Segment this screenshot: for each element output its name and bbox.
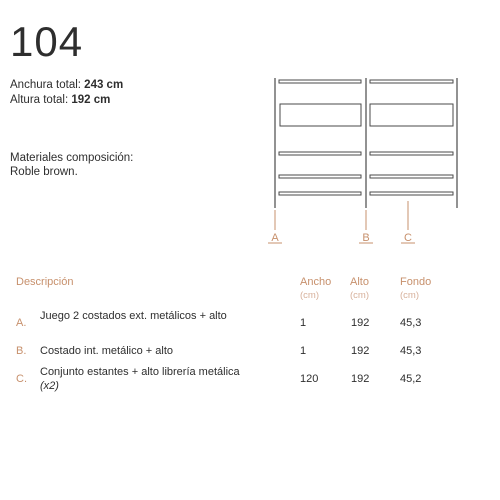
shelf-right-top xyxy=(370,80,453,83)
shelving-diagram xyxy=(265,72,465,252)
cabinet-left xyxy=(280,104,361,126)
marker-b: B xyxy=(362,232,370,244)
row-letter: C. xyxy=(16,373,27,385)
row-description: Costado int. metálico + alto xyxy=(40,345,173,357)
marker-c: C xyxy=(404,232,412,244)
materials-block xyxy=(10,151,133,179)
row-ancho: 1 xyxy=(300,345,307,357)
shelf-left-top xyxy=(279,80,361,83)
row-ancho: 120 xyxy=(300,373,319,385)
shelf-left-3 xyxy=(279,152,361,155)
header-fondo-label: Fondo xyxy=(400,276,432,288)
cabinet-right xyxy=(370,104,453,126)
materials-label: Materiales composición: xyxy=(10,152,134,164)
header-alto-label: Alto xyxy=(350,276,369,288)
shelf-left-5 xyxy=(279,192,361,195)
total-height-label: Altura total: xyxy=(10,94,69,106)
row-fondo: 45,2 xyxy=(400,373,422,385)
header-ancho-unit: (cm) xyxy=(300,290,319,301)
row-ancho: 1 xyxy=(300,317,307,329)
model-number: 104 xyxy=(10,18,84,65)
row-letter: A. xyxy=(16,317,27,329)
total-height xyxy=(10,93,123,108)
materials-value: Roble brown. xyxy=(10,166,78,178)
row-fondo: 45,3 xyxy=(400,317,422,329)
shelf-right-4 xyxy=(370,175,453,178)
row-letter: B. xyxy=(16,345,27,357)
header-description: Descripción xyxy=(16,276,74,288)
total-width xyxy=(10,78,123,93)
total-width-label: Anchura total: xyxy=(10,79,81,91)
shelf-left-4 xyxy=(279,175,361,178)
header-alto xyxy=(350,276,369,302)
row-description xyxy=(40,366,250,393)
dimensions-block xyxy=(10,78,123,108)
shelf-right-5 xyxy=(370,192,453,195)
header-alto-unit: (cm) xyxy=(350,290,369,301)
row-description-note: (x2) xyxy=(40,379,59,392)
header-ancho-label: Ancho xyxy=(300,276,332,288)
header-ancho xyxy=(300,276,331,302)
shelf-right-3 xyxy=(370,152,453,155)
marker-a: A xyxy=(271,232,279,244)
total-width-value: 243 cm xyxy=(84,79,124,91)
row-alto: 192 xyxy=(351,373,370,385)
row-alto: 192 xyxy=(351,345,370,357)
row-description: Juego 2 costados ext. metálicos + alto xyxy=(40,310,227,322)
row-alto: 192 xyxy=(351,317,370,329)
row-fondo: 45,3 xyxy=(400,345,422,357)
row-description-text: Conjunto estantes + alto librería metálica xyxy=(40,366,240,378)
header-fondo-unit: (cm) xyxy=(400,290,419,301)
total-height-value: 192 cm xyxy=(71,94,111,106)
header-fondo xyxy=(400,276,431,302)
